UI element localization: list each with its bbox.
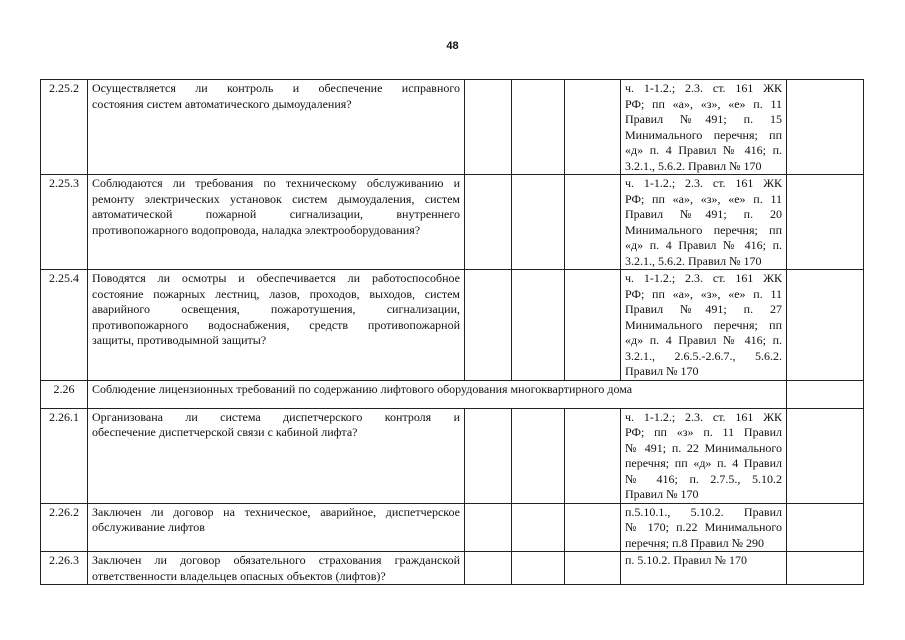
reference-cell xyxy=(621,270,787,381)
question-line: Заключен ли договор на техническое, аварийное, диспетчерское xyxy=(92,504,460,519)
reference-line: РФ; пп «з» п. 11 Правил xyxy=(625,425,782,439)
answer-no-cell xyxy=(512,80,565,175)
question-line: Осуществляется ли контроль и обеспечение исправного xyxy=(92,81,460,95)
reference-line: ч. 1-1.2.; 2.3. ст. 161 ЖК xyxy=(625,176,782,190)
answer-na-cell xyxy=(565,503,621,552)
reference-line: ч. 1-1.2.; 2.3. ст. 161 ЖК xyxy=(625,81,782,95)
table-row xyxy=(41,552,864,585)
reference-line: РФ; пп «а», «з», «е» п. 11 xyxy=(625,286,782,301)
reference-line: № 170; п.22 Минимального xyxy=(625,520,782,534)
question-cell xyxy=(88,552,465,585)
answer-na-cell xyxy=(565,552,621,585)
question-line: обеспечение диспетчерской связи с кабиной лифта? xyxy=(92,425,358,439)
answer-na-cell xyxy=(565,175,621,270)
question-cell xyxy=(88,270,465,381)
reference-line: Минимального перечня; пп xyxy=(625,222,782,237)
question-line: аварийного освещения, пожаротушения, сигнализации, xyxy=(92,302,460,316)
table-row xyxy=(41,270,864,381)
question-line: состояния систем автоматического дымоудаления? xyxy=(92,96,352,111)
notes-cell xyxy=(787,380,864,408)
item-number: 2.26.1 xyxy=(41,408,88,503)
item-number: 2.26.2 xyxy=(41,503,88,552)
answer-yes-cell xyxy=(465,270,512,381)
question-line: ответственности владельцев опасных объектов (лифтов)? xyxy=(92,568,386,583)
inspection-checklist-table xyxy=(40,79,864,585)
reference-cell xyxy=(621,552,787,585)
reference-line: ч. 1-1.2.; 2.3. ст. 161 ЖК xyxy=(625,271,782,285)
answer-na-cell xyxy=(565,80,621,175)
answer-na-cell xyxy=(565,408,621,503)
section-number: 2.26 xyxy=(41,380,88,408)
question-line: противопожарного водоснабжения, средств противопожарной xyxy=(92,317,460,332)
table-row xyxy=(41,175,864,270)
question-line: Организована ли система диспетчерского контроля и xyxy=(92,409,460,424)
reference-line: «д» п. 4 Правил № 416; п. xyxy=(625,143,782,157)
reference-line: 3.2.1., 5.6.2. Правил № 170 xyxy=(625,158,762,173)
page-number: 48 xyxy=(446,40,459,52)
answer-no-cell xyxy=(512,175,565,270)
section-row xyxy=(41,380,864,408)
question-line: защиты, противодымной защиты? xyxy=(92,333,267,347)
answer-yes-cell xyxy=(465,175,512,270)
reference-line: 3.2.1., 2.6.5.-2.6.7., 5.6.2. xyxy=(625,348,782,363)
reference-line: № 491; п. 22 Минимального xyxy=(625,440,782,455)
table-row xyxy=(41,408,864,503)
question-line: состояние пожарных лестниц, лазов, проходов, выходов, систем xyxy=(92,286,460,301)
question-line: Заключен ли договор обязательного страхования гражданской xyxy=(92,553,460,567)
question-line: обслуживание лифтов xyxy=(92,520,205,534)
item-number: 2.25.3 xyxy=(41,175,88,270)
answer-yes-cell xyxy=(465,80,512,175)
reference-line: РФ; пп «а», «з», «е» п. 11 xyxy=(625,96,782,111)
reference-line: п.5.10.1., 5.10.2. Правил xyxy=(625,504,782,519)
reference-line: РФ; пп «а», «з», «е» п. 11 xyxy=(625,191,782,206)
reference-line: Правил № 170 xyxy=(625,487,699,501)
question-cell xyxy=(88,503,465,552)
question-line: противопожарного водопровода, наладка электрооборудования? xyxy=(92,222,421,237)
question-line: Соблюдаются ли требования по техническому обслуживанию и xyxy=(92,176,460,190)
question-line: автоматической пожарной сигнализации, внутреннего xyxy=(92,207,460,221)
question-line: Поводятся ли осмотры и обеспечивается ли работоспособное xyxy=(92,271,460,285)
notes-cell xyxy=(787,408,864,503)
answer-no-cell xyxy=(512,408,565,503)
reference-line: «д» п. 4 Правил № 416; п. xyxy=(625,333,782,347)
reference-line: 3.2.1., 5.6.2. Правил № 170 xyxy=(625,253,762,268)
item-number: 2.26.3 xyxy=(41,552,88,585)
reference-line: Правил №491; п. 15 xyxy=(625,112,782,126)
answer-no-cell xyxy=(512,552,565,585)
reference-line: перечня; п.8 Правил № 290 xyxy=(625,535,765,550)
reference-cell xyxy=(621,80,787,175)
reference-line: Минимального перечня; пп xyxy=(625,127,782,142)
section-title: Соблюдение лицензионных требований по содержанию лифтового оборудования многоквартирного дома xyxy=(88,380,787,408)
reference-line: ч. 1-1.2.; 2.3. ст. 161 ЖК xyxy=(625,409,782,424)
reference-line: Правил №491; п. 20 xyxy=(625,207,782,221)
reference-line: Правил №491; п. 27 xyxy=(625,302,782,316)
table-row xyxy=(41,80,864,175)
answer-yes-cell xyxy=(465,408,512,503)
answer-yes-cell xyxy=(465,552,512,585)
answer-no-cell xyxy=(512,270,565,381)
reference-cell xyxy=(621,503,787,552)
reference-line: Минимального перечня; пп xyxy=(625,317,782,332)
reference-line: п. 5.10.2. Правил № 170 xyxy=(625,553,747,567)
table-row xyxy=(41,503,864,552)
answer-na-cell xyxy=(565,270,621,381)
question-cell xyxy=(88,175,465,270)
item-number: 2.25.2 xyxy=(41,80,88,175)
question-cell xyxy=(88,80,465,175)
item-number: 2.25.4 xyxy=(41,270,88,381)
reference-line: перечня; пп «д» п. 4 Правил xyxy=(625,456,782,470)
question-cell xyxy=(88,408,465,503)
notes-cell xyxy=(787,80,864,175)
notes-cell xyxy=(787,503,864,552)
notes-cell xyxy=(787,175,864,270)
reference-line: Правил № 170 xyxy=(625,364,699,378)
reference-cell xyxy=(621,175,787,270)
notes-cell xyxy=(787,270,864,381)
reference-line: № 416; п. 2.7.5., 5.10.2 xyxy=(625,471,782,486)
answer-yes-cell xyxy=(465,503,512,552)
notes-cell xyxy=(787,552,864,585)
reference-line: «д» п. 4 Правил № 416; п. xyxy=(625,238,782,252)
reference-cell xyxy=(621,408,787,503)
answer-no-cell xyxy=(512,503,565,552)
question-line: ремонту электрических установок систем дымоудаления, систем xyxy=(92,191,460,206)
